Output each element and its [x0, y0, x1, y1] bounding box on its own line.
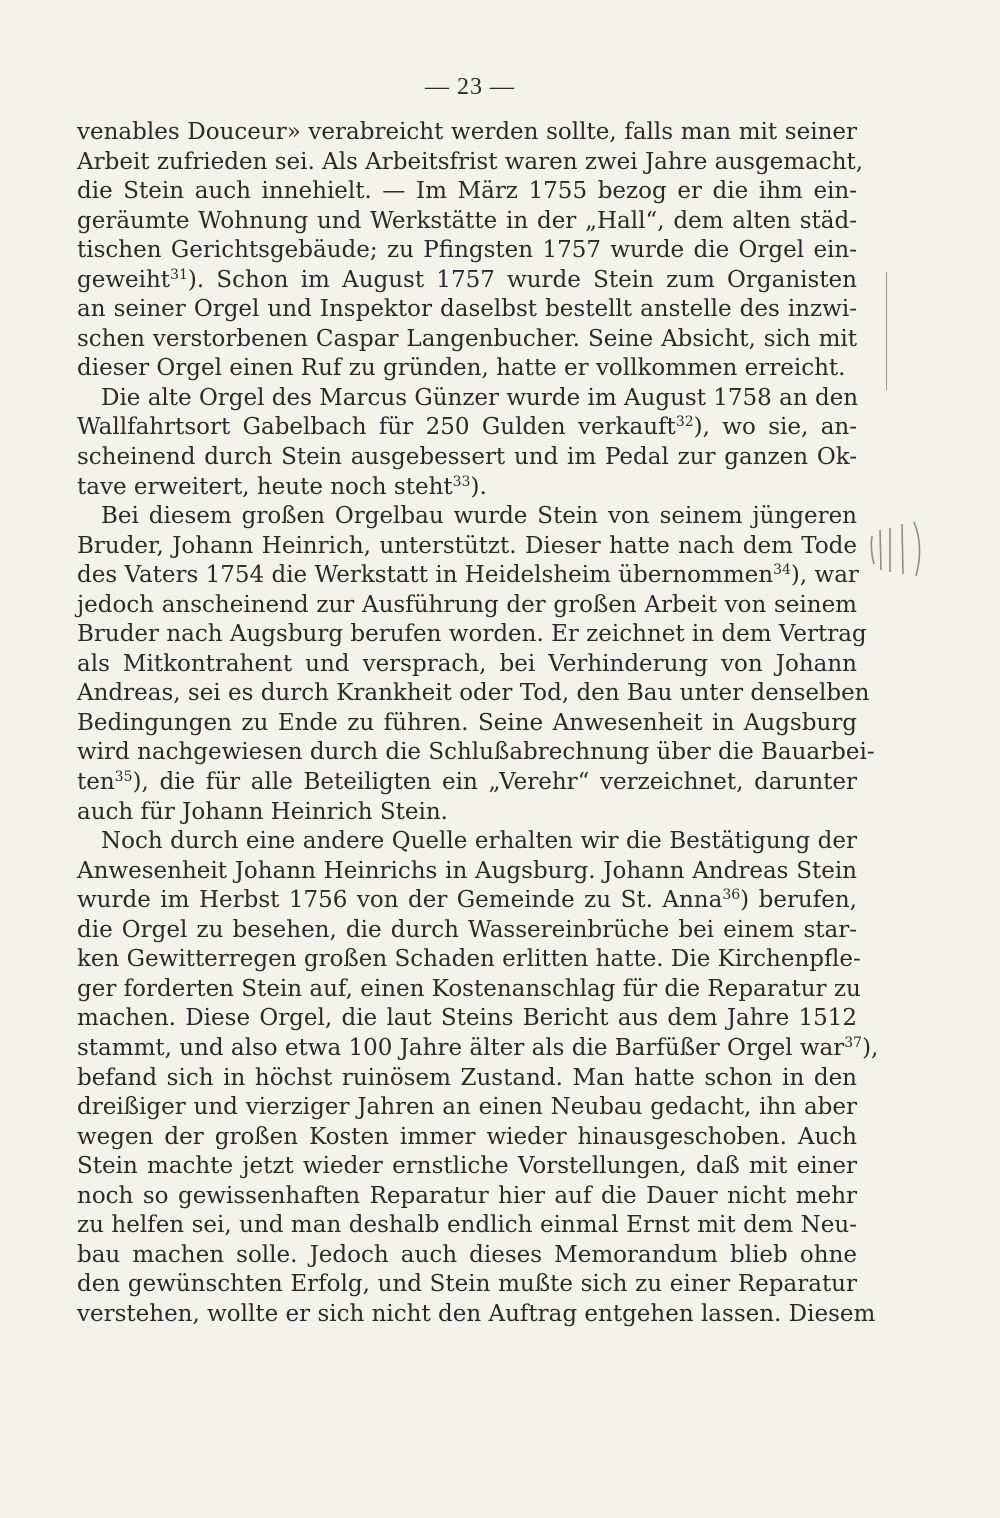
text-segment: wegen der großen Kosten immer wieder hinausgeschoben. Auch — [77, 1123, 857, 1150]
text-line — [77, 443, 857, 473]
text-line — [77, 886, 857, 916]
footnote-ref: 33 — [452, 473, 471, 490]
text-segment: als Mitkontrahent und versprach, bei Verhinderung von Johann — [77, 650, 857, 677]
text-segment: die Orgel zu besehen, die durch Wassereinbrüche bei einem star- — [77, 916, 857, 943]
text-line — [77, 325, 857, 355]
text-segment: an seiner Orgel und Inspektor daselbst bestellt anstelle des inzwi- — [77, 296, 857, 323]
text-line — [77, 1093, 857, 1123]
text-segment: wurde im Herbst 1756 von der Gemeinde zu St. Anna — [77, 887, 723, 914]
text-line — [77, 945, 861, 975]
pencil-margin-marks — [866, 520, 930, 578]
text-segment: ten — [77, 769, 115, 796]
text-segment: Stein machte jetzt wieder ernstliche Vorstellungen, daß mit einer — [77, 1153, 857, 1180]
text-line — [77, 207, 857, 237]
text-segment: Noch durch eine andere Quelle erhalten wir die Bestätigung der — [101, 828, 857, 855]
text-segment: jedoch anscheinend zur Ausführung der großen Arbeit von seinem — [77, 591, 857, 618]
text-line — [77, 1270, 857, 1300]
footnote-ref: 32 — [675, 414, 694, 431]
text-segment: bau machen solle. Jedoch auch dieses Memorandum blieb ohne — [77, 1241, 857, 1268]
paragraph — [77, 118, 864, 384]
pencil-stroke — [871, 536, 874, 564]
text-segment: tischen Gerichtsgebäude; zu Pfingsten 1757 wurde die Orgel ein- — [77, 237, 857, 264]
text-line — [77, 236, 857, 266]
text-segment: ). — [470, 473, 487, 500]
text-line — [77, 650, 857, 680]
paragraph — [77, 384, 857, 502]
text-segment: Arbeit zufrieden sei. Als Arbeitsfrist waren zwei Jahre ausgemacht, — [77, 148, 864, 175]
text-line — [77, 1152, 857, 1182]
text-segment: machen. Diese Orgel, die laut Steins Bericht aus dem Jahre 1512 — [77, 1005, 857, 1032]
footnote-ref: 34 — [773, 562, 791, 579]
body-text — [77, 118, 879, 1329]
pencil-stroke — [914, 522, 920, 576]
pencil-stroke — [902, 524, 903, 574]
text-segment: tave erweitert, heute noch steht — [77, 473, 453, 500]
text-line — [77, 384, 857, 414]
text-line — [77, 532, 857, 562]
pencil-stroke — [880, 530, 881, 570]
text-line — [77, 1123, 857, 1153]
page-number: — 23 — — [425, 74, 515, 100]
text-line — [77, 857, 857, 887]
text-line — [77, 1300, 876, 1330]
text-line — [77, 148, 864, 178]
text-segment: Bruder nach Augsburg berufen worden. Er zeichnet in dem Vertrag — [77, 621, 867, 648]
text-segment: dreißiger und vierziger Jahren an einen Neubau gedacht, ihn aber — [77, 1094, 857, 1121]
text-segment: geweiht — [77, 266, 171, 293]
text-segment: Bedingungen zu Ende zu führen. Seine Anwesenheit in Augsburg — [77, 709, 857, 736]
text-segment: geräumte Wohnung und Werkstätte in der „Hall“, dem alten städ- — [77, 207, 857, 234]
text-line — [77, 679, 870, 709]
text-segment: den gewünschten Erfolg, und Stein mußte sich zu einer Reparatur — [77, 1271, 857, 1298]
text-segment: ), — [862, 1034, 879, 1061]
text-line — [77, 1182, 857, 1212]
paragraph — [77, 827, 879, 1329]
text-segment: ger forderten Stein auf, einen Kostenanschlag für die Reparatur zu — [77, 975, 861, 1002]
paragraph — [77, 502, 875, 827]
text-segment: ) berufen, — [740, 887, 857, 914]
text-segment: Andreas, sei es durch Krankheit oder Tod, den Bau unter denselben — [77, 680, 870, 707]
text-segment: ). Schon im August 1757 wurde Stein zum Organisten — [187, 266, 857, 293]
text-segment: ), die für alle Beteiligten ein „Verehr“ verzeichnet, darunter — [132, 769, 857, 796]
text-line — [77, 561, 857, 591]
text-line — [77, 177, 857, 207]
text-line — [77, 827, 857, 857]
text-segment: venables Douceur» verabreicht werden sollte, falls man mit seiner — [77, 119, 857, 145]
text-line — [77, 1004, 857, 1034]
text-segment: Bruder, Johann Heinrich, unterstützt. Dieser hatte nach dem Tode — [77, 532, 857, 559]
text-line — [77, 709, 857, 739]
text-line — [77, 1064, 857, 1094]
text-line — [77, 620, 867, 650]
text-line — [77, 738, 875, 768]
text-line — [77, 354, 857, 384]
text-segment: zu helfen sei, und man deshalb endlich einmal Ernst mit dem Neu- — [77, 1212, 857, 1239]
footnote-ref: 31 — [170, 266, 188, 283]
text-segment: verstehen, wollte er sich nicht den Auftrag entgehen lassen. Diesem — [77, 1300, 876, 1327]
footnote-ref: 36 — [722, 887, 741, 904]
text-line — [77, 768, 857, 798]
text-line — [77, 975, 861, 1005]
text-line — [77, 1034, 879, 1064]
text-segment: auch für Johann Heinrich Stein. — [77, 798, 448, 825]
text-segment: wird nachgewiesen durch die Schlußabrechnung über die Bauarbei- — [77, 739, 875, 766]
text-line — [77, 1211, 857, 1241]
pencil-margin-line — [886, 272, 887, 390]
text-segment: Anwesenheit Johann Heinrichs in Augsburg. Johann Andreas Stein — [77, 857, 857, 884]
text-segment: scheinend durch Stein ausgebessert und im Pedal zur ganzen Ok- — [77, 444, 857, 471]
text-line — [77, 591, 857, 621]
text-segment: noch so gewissenhaften Reparatur hier auf die Dauer nicht mehr — [77, 1182, 857, 1209]
text-line — [77, 916, 857, 946]
text-line — [77, 1241, 857, 1271]
text-segment: die Stein auch innehielt. — Im März 1755 bezog er die ihm ein- — [77, 178, 857, 205]
text-line — [77, 413, 857, 443]
text-line — [77, 295, 857, 325]
text-line — [77, 798, 857, 828]
text-segment: ), war — [790, 562, 859, 589]
text-segment: ken Gewitterregen großen Schaden erlitten hatte. Die Kirchenpfle- — [77, 946, 861, 973]
footnote-ref: 35 — [114, 769, 133, 786]
text-segment: Die alte Orgel des Marcus Günzer wurde im August 1758 an den — [101, 384, 859, 411]
text-line — [77, 118, 857, 148]
text-segment: schen verstorbenen Caspar Langenbucher. Seine Absicht, sich mit — [77, 325, 857, 352]
text-segment: des Vaters 1754 die Werkstatt in Heidelsheim übernommen — [77, 562, 774, 589]
text-segment: stammt, und also etwa 100 Jahre älter als die Barfüßer Orgel war — [77, 1034, 845, 1061]
footnote-ref: 37 — [844, 1034, 863, 1051]
text-line — [77, 502, 857, 532]
text-segment: dieser Orgel einen Ruf zu gründen, hatte er vollkommen erreicht. — [77, 355, 846, 382]
text-segment: befand sich in höchst ruinösem Zustand. Man hatte schon in den — [77, 1064, 857, 1091]
text-segment: Bei diesem großen Orgelbau wurde Stein von seinem jüngeren — [101, 503, 857, 530]
text-segment: ), wo sie, an- — [693, 414, 857, 441]
text-line — [77, 266, 857, 296]
text-line — [77, 473, 857, 503]
text-segment: Wallfahrtsort Gabelbach für 250 Gulden verkauft — [77, 414, 676, 441]
